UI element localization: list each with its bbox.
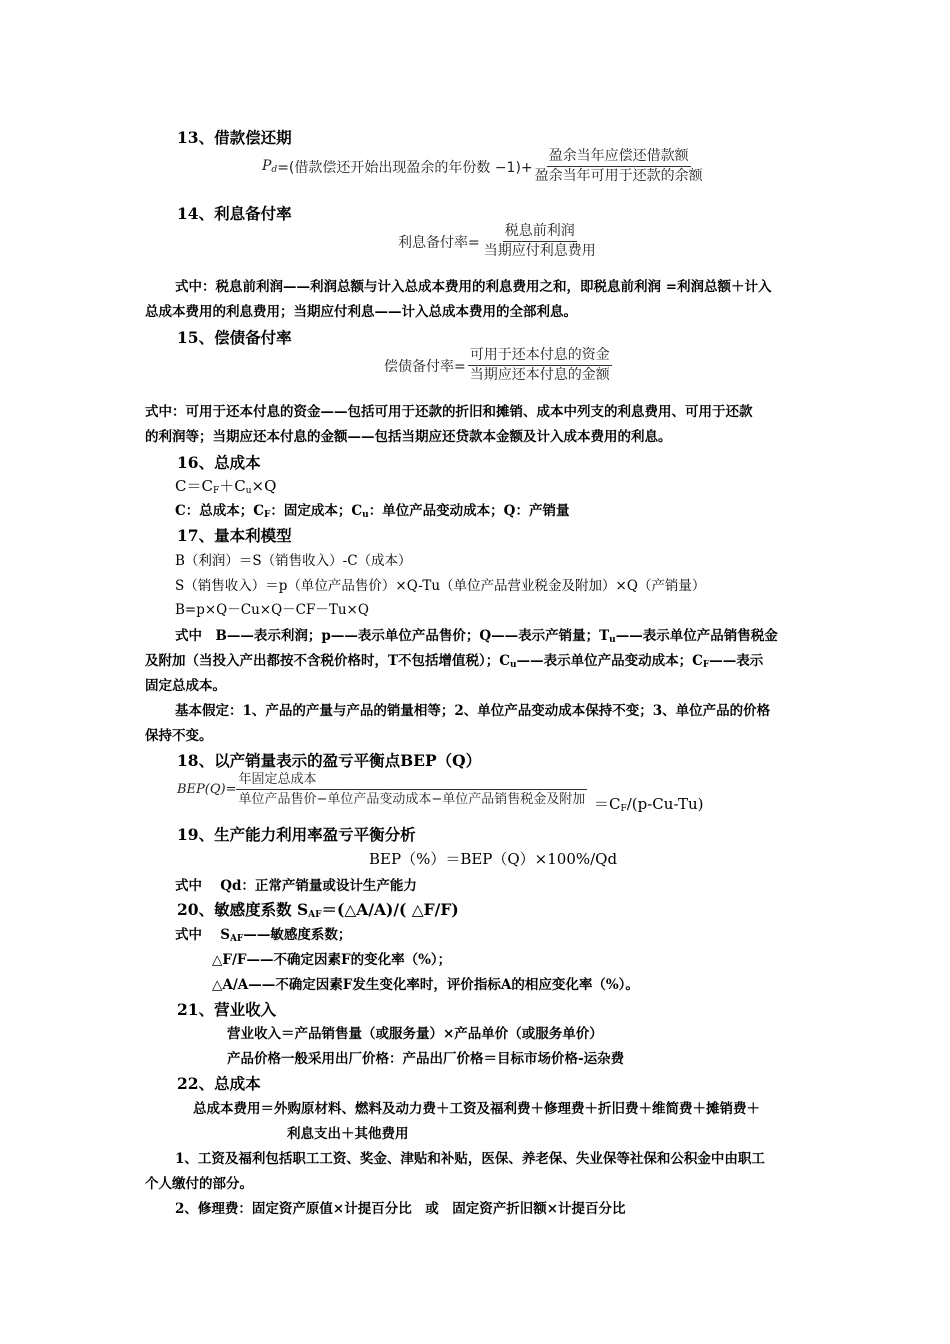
fraction-numerator: 可用于还本付息的资金 [468, 347, 612, 366]
sensitivity-note-line3: △A/A——不确定因素F发生变化率时，评价指标A的相应变化率（%）。 [212, 977, 639, 993]
profit-model-explain-line3: 固定总成本。 [145, 678, 226, 694]
profit-model-explain-line2: 及附加（当投入产出都按不含税价格时，T不包括增值税）；$C_u——$表示单位产品变动成本；$C_F——$表示 [145, 653, 764, 670]
total-cost-expense-line1: 总成本费用＝外购原材料、燃料及动力费＋工资及福利费＋修理费＋折旧费＋维简费＋摊销费＋ [193, 1101, 760, 1117]
bep-quantity-formula [177, 771, 587, 808]
revenue-line2: 产品价格一般采用出厂价格：产品出厂价格＝目标市场价格-运杂费 [227, 1051, 625, 1067]
profit-model-line2: S（销售收入）＝p（单位产品售价）×Q-Tu（单位产品营业税金及附加）×Q（产销量） [175, 578, 706, 594]
sensitivity-note-line1: 式中 $S_{AF}——$敏感度系数； [175, 927, 352, 944]
section-18-title: 18、以产销量表示的盈亏平衡点BEP（Q） [177, 751, 482, 770]
profit-model-assumption-line2: 保持不变。 [145, 728, 213, 744]
formula-lhs: $P_d$ [262, 158, 278, 175]
section-15-note-line1: 式中：可用于还本付息的资金——包括可用于还款的折旧和摊销、成本中列支的利息费用、可用于还款 [145, 404, 753, 420]
section-22-title: 22、总成本 [177, 1074, 261, 1093]
total-cost-expense-line2: 利息支出＋其他费用 [287, 1126, 409, 1142]
repair-item: 2、修理费：固定资产原值×计提百分比 或 固定资产折旧额×计提百分比 [175, 1201, 626, 1217]
fraction-denominator: 当期应付利息费用 [483, 243, 596, 259]
bep-percent-formula: BEP（%）＝BEP（Q）×100%/Qd [369, 850, 618, 868]
bep-percent-note: 式中 Qd：正常产销量或设计生产能力 [175, 878, 417, 894]
fraction-denominator: 单位产品售价−单位产品变动成本−单位产品销售税金及附加 [238, 792, 586, 807]
fraction-numerator: 税息前利润 [503, 223, 577, 242]
interest-coverage-formula [398, 223, 598, 260]
section-19-title: 19、生产能力利用率盈亏平衡分析 [177, 825, 416, 844]
total-cost-legend: C：总成本；$C_F$：固定成本；$C_u$：单位产品变动成本；Q：产销量 [175, 503, 570, 520]
fraction-denominator: 当期应还本付息的金额 [469, 367, 610, 383]
profit-model-line1: B（利润）＝S（销售收入）-C（成本） [175, 553, 412, 569]
bep-quantity-simplified: $=C_F/(p-Cu-Tu)$ [594, 795, 704, 814]
total-cost-formula: $C=C_F+C_u\times Q$ [175, 477, 277, 496]
fraction-numerator: 年固定总成本 [236, 771, 587, 790]
wages-item-line2: 个人缴付的部分。 [145, 1176, 253, 1192]
formula-fraction [533, 148, 705, 185]
section-15-note-line2: 的利润等；当期应还本付息的金额——包括当期应还贷款本金额及计入成本费用的利息。 [145, 429, 672, 445]
formula-lhs: BEP(Q)= [177, 782, 237, 797]
section-14-note-line2: 总成本费用的利息费用；当期应付利息——计入总成本费用的全部利息。 [145, 304, 577, 320]
formula-lhs: 利息备付率= [398, 234, 480, 251]
fraction-numerator: 盈余当年应偿还借款额 [547, 148, 691, 167]
section-15-title: 15、偿债备付率 [177, 328, 292, 347]
debt-repayment-formula [262, 148, 705, 185]
section-20-title: 20、敏感度系数 $S_{AF}=(\triangle A/A)/$( △F/F) [177, 900, 459, 920]
fraction-denominator: 盈余当年可用于还款的余额 [534, 168, 703, 184]
section-17-title: 17、量本利模型 [177, 526, 292, 545]
section-16-title: 16、总成本 [177, 453, 261, 472]
section-14-note-line1: 式中：税息前利润——利润总额与计入总成本费用的利息费用之和，即税息前利润 =利润总额＋计入 [175, 279, 772, 295]
formula-lhs: 偿债备付率= [384, 358, 466, 375]
profit-model-assumption-line1: 基本假定：1、产品的产量与产品的销量相等；2、单位产品变动成本保持不变；3、单位产品的价格 [175, 703, 771, 719]
wages-item-line1: 1、工资及福利包括职工工资、奖金、津贴和补贴，医保、养老保、失业保等社保和公积金中由职工 [175, 1151, 765, 1167]
debt-service-coverage-formula [384, 347, 612, 384]
section-13-title: 13、借款偿还期 [177, 128, 292, 147]
formula-middle: =(借款偿还开始出现盈余的年份数 −1)+ [277, 159, 533, 176]
profit-model-explain-line1: 式中 B——表示利润；p——表示单位产品售价；Q——表示产销量；$T_u——$表示单位产品销售税金 [175, 628, 778, 645]
section-21-title: 21、营业收入 [177, 1000, 277, 1019]
formula-fraction [482, 223, 598, 260]
formula-fraction [468, 347, 612, 384]
sensitivity-note-line2: △F/F——不确定因素F的变化率（%）； [212, 952, 452, 968]
section-14-title: 14、利息备付率 [177, 204, 292, 223]
revenue-line1: 营业收入＝产品销售量（或服务量）×产品单价（或服务单价） [227, 1026, 603, 1042]
profit-model-line3: B=p×Q－Cu×Q－CF－Tu×Q [175, 602, 369, 618]
formula-fraction [236, 771, 587, 808]
